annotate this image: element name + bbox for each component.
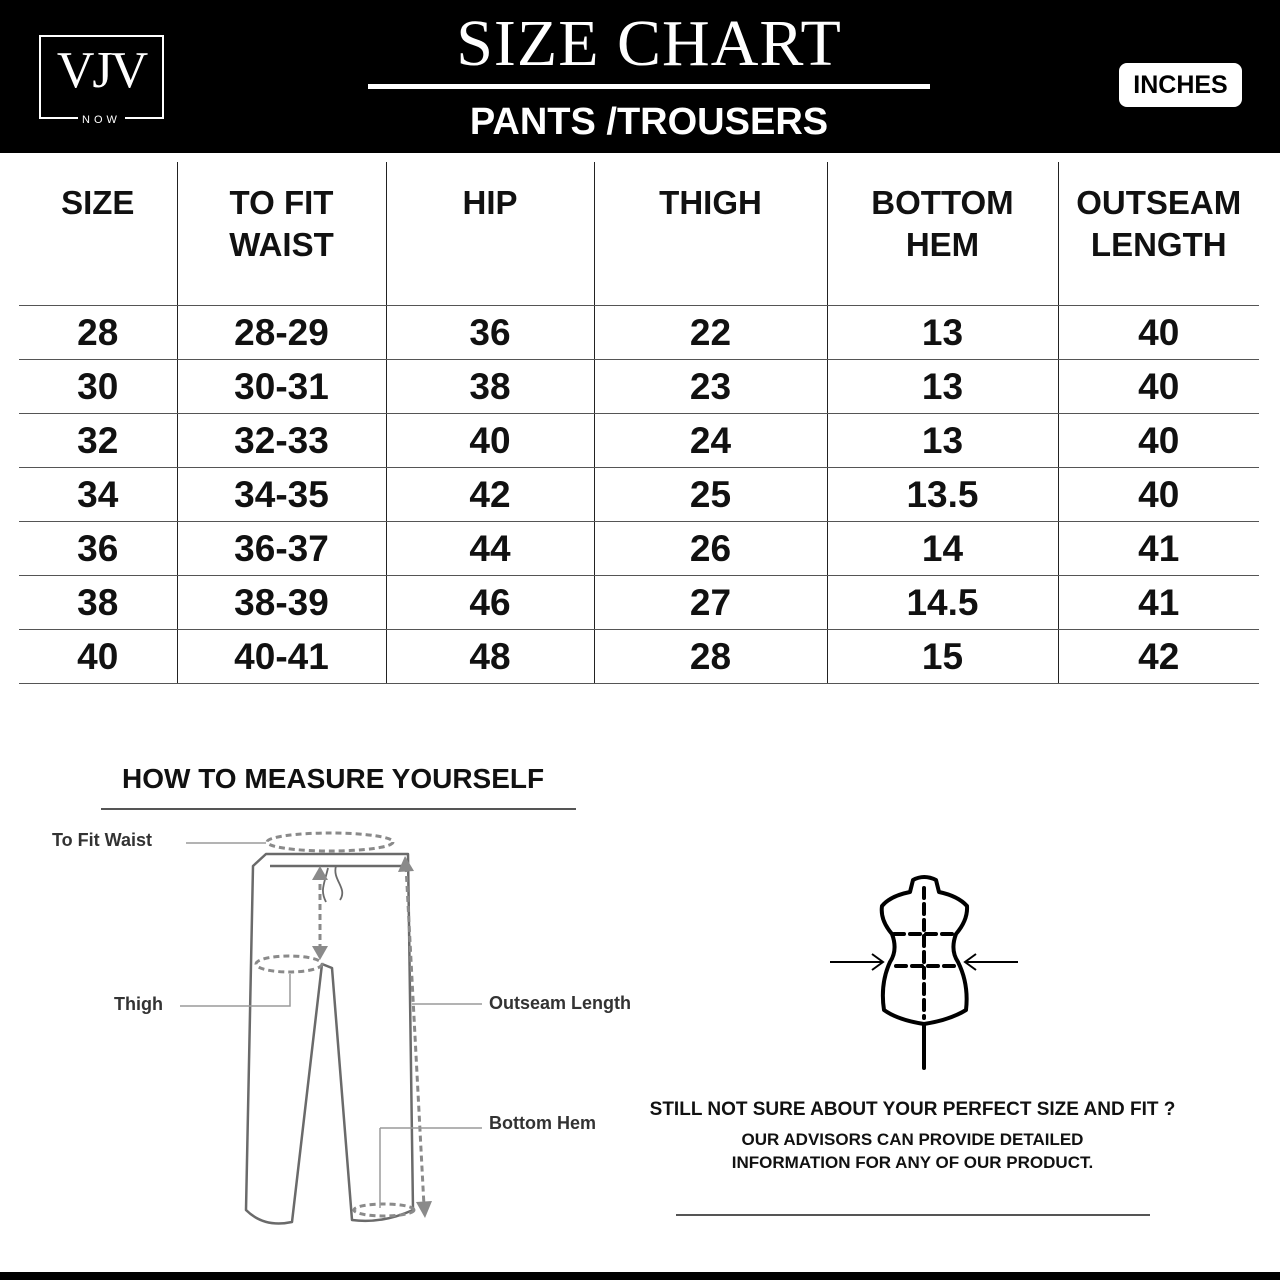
table-cell: 40 [19,630,177,684]
label-to-fit-waist: To Fit Waist [52,830,152,850]
table-cell: 48 [386,630,594,684]
table-cell: 13.5 [827,468,1058,522]
waist-arrow-left-icon [830,954,883,970]
table-cell: 25 [594,468,827,522]
table-cell: 42 [386,468,594,522]
table-cell: 36 [386,306,594,360]
table-cell: 40 [1058,360,1259,414]
table-cell: 40 [386,414,594,468]
help-divider [676,1214,1150,1216]
column-header-outseam: OUTSEAM LENGTH [1058,162,1259,306]
table-cell: 36-37 [177,522,386,576]
table-cell: 42 [1058,630,1259,684]
table-cell: 40-41 [177,630,386,684]
table-cell: 23 [594,360,827,414]
table-cell: 13 [827,414,1058,468]
table-cell: 41 [1058,522,1259,576]
table-cell: 40 [1058,306,1259,360]
logo-mark: VJV [56,42,147,99]
table-cell: 38-39 [177,576,386,630]
table-cell: 46 [386,576,594,630]
table-cell: 28 [594,630,827,684]
mannequin-icon [882,877,967,1068]
table-cell: 14.5 [827,576,1058,630]
table-cell: 15 [827,630,1058,684]
table-cell: 32-33 [177,414,386,468]
table-cell: 38 [386,360,594,414]
column-header-hip: HIP [386,162,594,306]
table-cell: 27 [594,576,827,630]
help-question: STILL NOT SURE ABOUT YOUR PERFECT SIZE AND FIT ? [649,1099,1176,1120]
table-cell: 40 [1058,414,1259,468]
table-cell: 30-31 [177,360,386,414]
table-cell: 28 [19,306,177,360]
column-header-bottom-hem: BOTTOM HEM [827,162,1058,306]
label-outseam-length: Outseam Length [489,993,632,1013]
table-cell: 44 [386,522,594,576]
table-cell: 32 [19,414,177,468]
table-cell: 26 [594,522,827,576]
help-answer-line-1: OUR ADVISORS CAN PROVIDE DETAILED [741,1130,1084,1149]
page-subtitle: PANTS /TROUSERS [469,101,829,143]
label-bottom-hem: Bottom Hem [489,1113,596,1133]
measure-section-title: HOW TO MEASURE YOURSELF [122,763,545,794]
waist-measure-ellipse [267,833,393,851]
label-thigh: Thigh [114,994,163,1014]
table-cell: 30 [19,360,177,414]
help-answer-line-2: INFORMATION FOR ANY OF OUR PRODUCT. [731,1153,1094,1172]
table-cell: 22 [594,306,827,360]
table-cell: 38 [19,576,177,630]
table-cell: 13 [827,306,1058,360]
table-cell: 28-29 [177,306,386,360]
table-cell: 36 [19,522,177,576]
table-cell: 24 [594,414,827,468]
bottom-bar [0,1272,1280,1280]
waist-arrow-right-icon [965,954,1018,970]
trousers-illustration [246,854,413,1224]
help-answer [660,1128,1165,1174]
table-cell: 41 [1058,576,1259,630]
column-header-waist: TO FIT WAIST [177,162,386,306]
logo-subtext: NOW [78,114,125,126]
column-header-size: SIZE [19,162,177,306]
column-header-thigh: THIGH [594,162,827,306]
table-cell: 40 [1058,468,1259,522]
table-cell: 34-35 [177,468,386,522]
table-cell: 13 [827,360,1058,414]
table-cell: 34 [19,468,177,522]
unit-badge: INCHES [1119,63,1242,107]
table-cell: 14 [827,522,1058,576]
page-title: SIZE CHART [456,7,842,80]
